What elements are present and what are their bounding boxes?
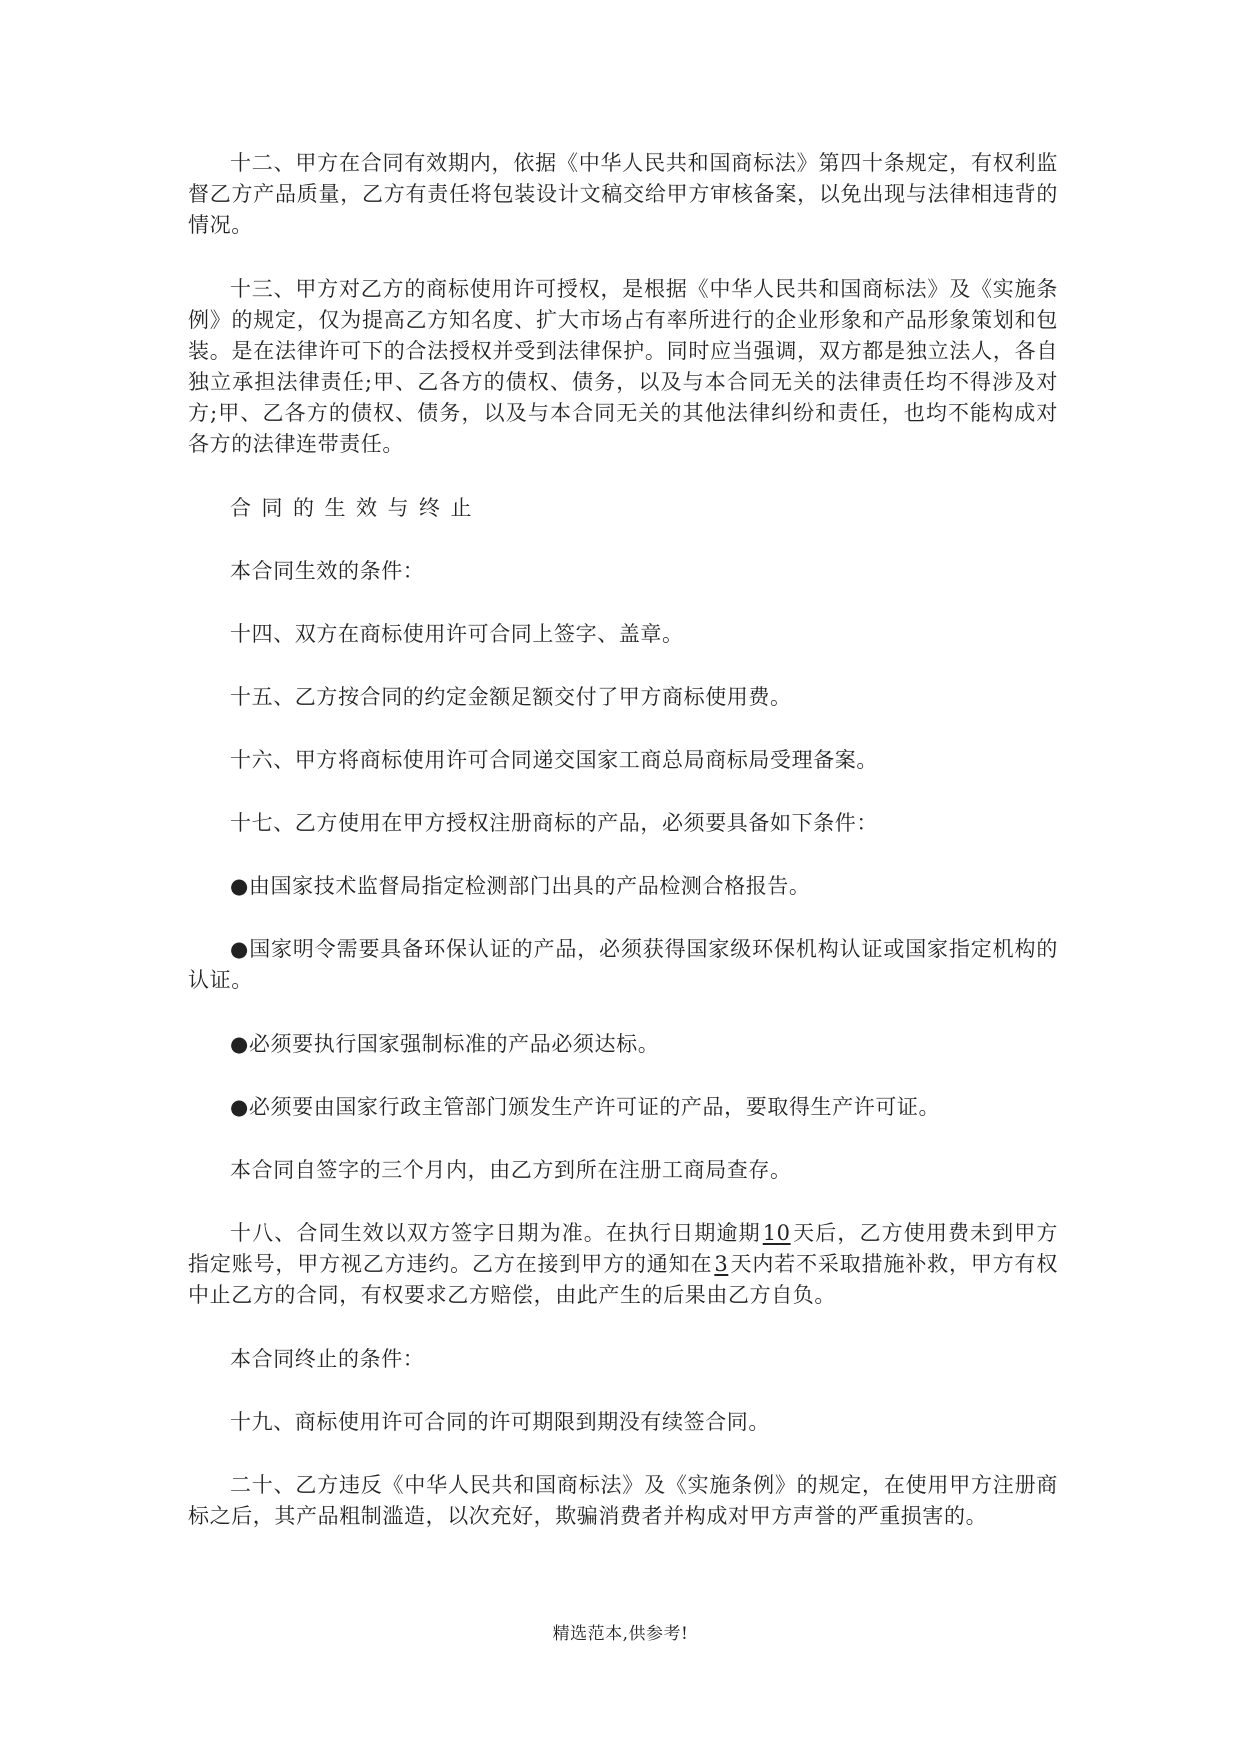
clause-13: 十三、甲方对乙方的商标使用许可授权，是根据《中华人民共和国商标法》及《实施条例》的规定，仅为提高乙方知名度、扩大市场占有率所进行的企业形象和产品形象策划和包装。是在法律许可下的合法授权并受到法律保护。同时应当强调，双方都是独立法人，各自独立承担法律责任;甲、乙各方的债权、债务，以及与本合同无关的法律责任均不得涉及对方;甲、乙各方的债权、债务，以及与本合同无关的其他法律纠纷和责任，也均不能构成对各方的法律连带责任。: [188, 277, 1058, 456]
clause-18-text-part2: 天后，乙方使用费未到甲方指定账号，甲方视乙方违约。乙方在接到甲方的通知在: [188, 1221, 1058, 1276]
filing-requirement: 本合同自签字的三个月内，由乙方到所在注册工商局查存。: [230, 1158, 792, 1182]
page-footer: 精选范本,供参考!: [552, 1624, 689, 1644]
clause-20: 二十、乙方违反《中华人民共和国商标法》及《实施条例》的规定，在使用甲方注册商标之后，其产品粗制滥造，以次充好，欺骗消费者并构成对甲方声誉的严重损害的。: [188, 1473, 1058, 1528]
condition-bullet-environmental: ●国家明令需要具备环保认证的产品，必须获得国家级环保机构认证或国家指定机构的认证。: [188, 937, 1058, 992]
termination-conditions-label: 本合同终止的条件：: [230, 1347, 425, 1371]
clause-12: 十二、甲方在合同有效期内，依据《中华人民共和国商标法》第四十条规定，有权利监督乙方产品质量，乙方有责任将包装设计文稿交给甲方审核备案，以免出现与法律相违背的情况。: [188, 151, 1058, 237]
clause-17: 十七、乙方使用在甲方授权注册商标的产品，必须要具备如下条件：: [230, 811, 878, 835]
clause-18-text-part3: 天内若不采取措施补救，甲方有权中止乙方的合同，有权要求乙方赔偿，由此产生的后果由乙方自负。: [188, 1252, 1058, 1307]
clause-18-text-part1: 十八、合同生效以双方签字日期为准。在执行日期逾期: [230, 1221, 761, 1245]
clause-18: [188, 1218, 1058, 1311]
overdue-days-value: 10: [762, 1221, 791, 1245]
clause-14: 十四、双方在商标使用许可合同上签字、盖章。: [230, 622, 684, 646]
clause-19: 十九、商标使用许可合同的许可期限到期没有续签合同。: [230, 1410, 770, 1434]
effective-conditions-label: 本合同生效的条件：: [230, 559, 425, 583]
clause-15: 十五、乙方按合同的约定金额足额交付了甲方商标使用费。: [230, 685, 792, 709]
condition-bullet-standards: ●必须要执行国家强制标准的产品必须达标。: [230, 1032, 660, 1056]
section-heading: 合同的生效与终止: [230, 496, 482, 520]
clause-16: 十六、甲方将商标使用许可合同递交国家工商总局商标局受理备案。: [230, 748, 878, 772]
remedy-days-value: 3: [714, 1252, 729, 1276]
condition-bullet-license: ●必须要由国家行政主管部门颁发生产许可证的产品，要取得生产许可证。: [230, 1095, 941, 1119]
condition-bullet-inspection: ●由国家技术监督局指定检测部门出具的产品检测合格报告。: [230, 874, 811, 898]
document-body: [188, 148, 1058, 1532]
